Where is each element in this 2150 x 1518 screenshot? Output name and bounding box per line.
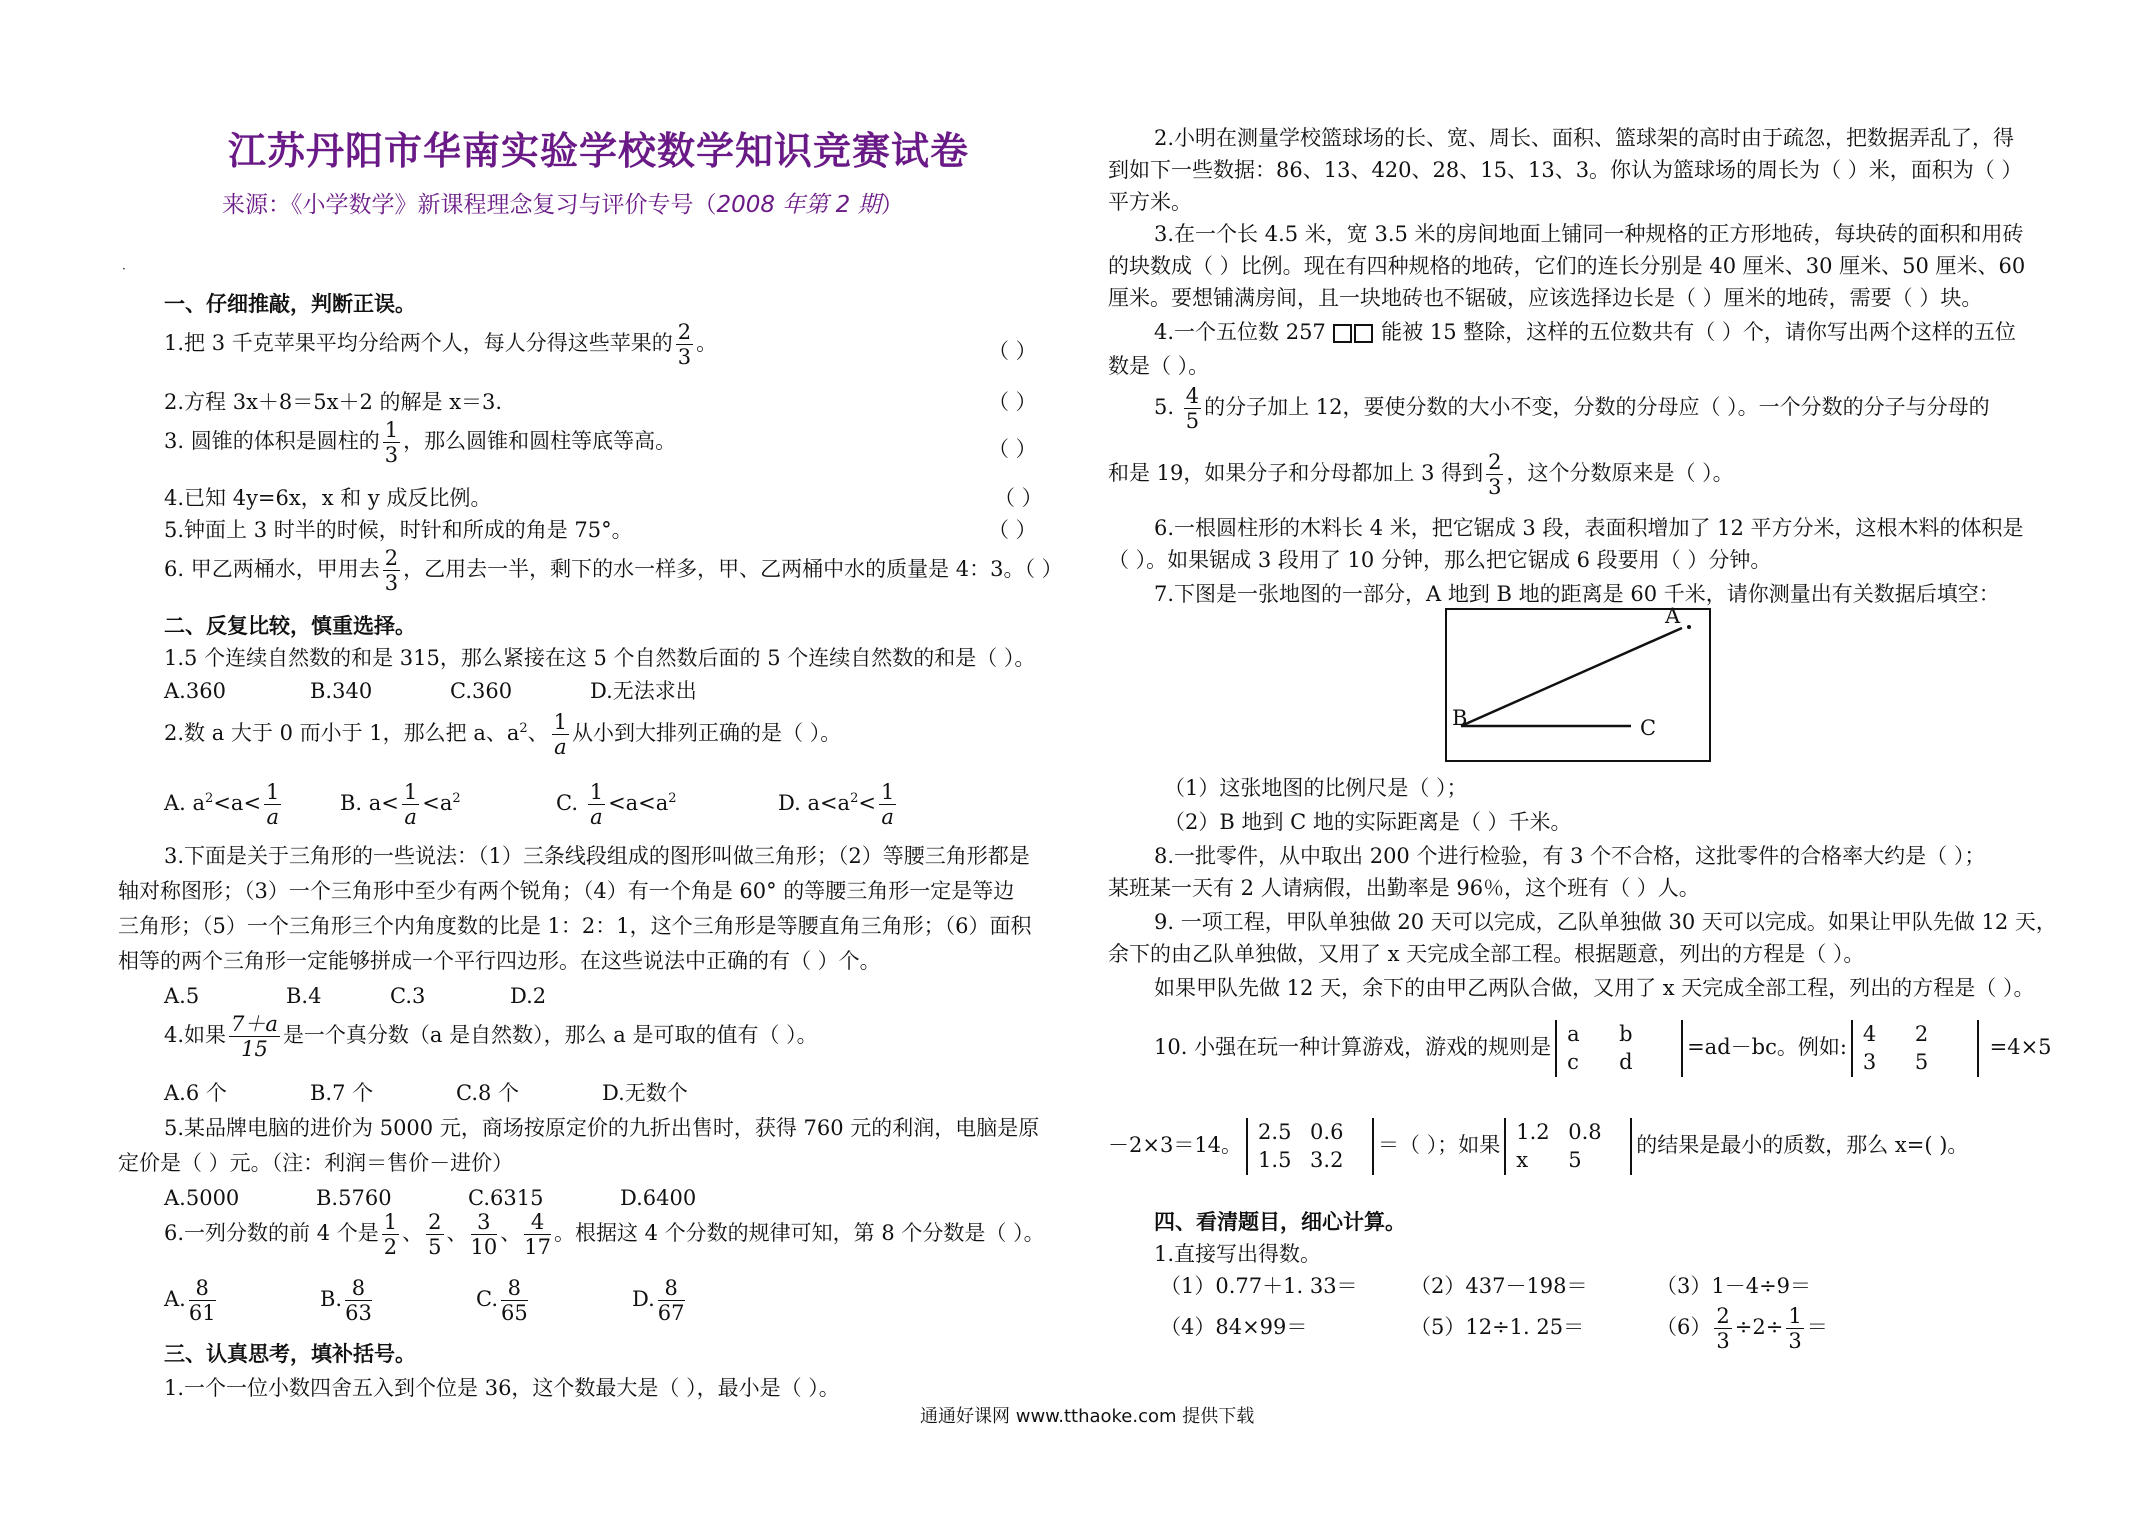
sec3-q1: 1.一个一位小数四舍五入到个位是 36，这个数最大是（ ），最小是（ ）。 — [164, 1376, 840, 1400]
sec1-q6-text: 6. 甲乙两桶水，甲用去 — [164, 557, 380, 582]
numerator: 1 — [384, 418, 399, 442]
sec3-q5-mid: 的分子加上 12，要使分数的大小不变，分数的分母应（ ）。一个分数的分子与分母的 — [1204, 395, 1990, 420]
fraction: $\frac{1}{a}$ — [553, 710, 568, 760]
numerator: 2 — [1488, 450, 1502, 474]
option[interactable]: A.360 — [164, 679, 226, 703]
sec3-q10 — [1154, 1020, 2052, 1077]
fraction: $\frac{2}{5}$ — [428, 1210, 442, 1260]
option[interactable]: A.5 — [164, 984, 200, 1008]
sec3-q9-line3: 如果甲队先做 12 天，余下的由甲乙两队合做，又用了 x 天完成全部工程，列出的方程是（ ）。 — [1154, 976, 2035, 1000]
sec2-q3-line2: 轴对称图形；（3）一个三角形中至少有两个锐角；（4）有一个角是 60° 的等腰三角形一定是等边 — [118, 879, 1015, 903]
sec3-q2-line1: 2.小明在测量学校篮球场的长、宽、周长、面积、篮球架的高时由于疏忽，把数据弄乱了，得 — [1154, 126, 2015, 150]
point-a-label: A — [1665, 604, 1681, 628]
fraction — [229, 1012, 280, 1061]
sec2-q6-options — [164, 1276, 688, 1325]
determinant: 1.2 0.8 x 5 — [1504, 1118, 1632, 1175]
sec2-q6: 6.一列分数的前 4 个是 $\frac{1}{2}$ 、 $\frac{2}{5}$ 、 $\frac{3}{10}$ 、 $\frac{4}{17}$ 。根据这 4 个分数的规律可知，第 8 个分数是（ ）。 — [164, 1210, 1045, 1260]
option[interactable]: A.6 个 — [164, 1081, 227, 1105]
point-c-label: C — [1640, 716, 1657, 740]
sec3-q6-line2: （ ）。如果锯成 3 段用了 10 分钟，那么把它锯成 6 段要用（ ）分钟。 — [1108, 548, 1772, 572]
denominator: 5 — [1185, 409, 1200, 434]
sec2-q4-options — [164, 1077, 688, 1110]
blank-digit-box[interactable] — [1333, 324, 1352, 343]
option-d[interactable]: D. $a<a^2<$ $\frac{1}{a}$ — [778, 780, 895, 830]
exam-title: 江苏丹阳市华南实验学校数学知识竞赛试卷 — [228, 128, 970, 173]
sec3-q9-line2: 余下的由乙队单独做，又用了 x 天完成全部工程。根据题意，列出的方程是（ ）。 — [1108, 942, 1865, 966]
sec3-q6-line1: 6.一根圆柱形的木料长 4 米，把它锯成 3 段，表面积增加了 12 平方分米，这根木料的体积是 — [1154, 516, 2024, 540]
option[interactable]: B.7 个 — [310, 1081, 374, 1105]
sec3-q5-end: ，这个分数原来是（ ）。 — [1506, 461, 1734, 486]
calc-item: （2）437－198＝ — [1410, 1274, 1588, 1298]
sec1-q4: 4.已知 4y=6x，x 和 y 成反比例。 — [164, 486, 492, 510]
fraction: $\frac{1}{2}$ — [383, 1210, 398, 1260]
option-b[interactable]: B. a< $\frac{1}{a}$ $<a^2$ — [340, 780, 461, 830]
fraction — [383, 418, 400, 467]
denominator: 15 — [241, 1037, 268, 1062]
sec2-q2-options — [164, 780, 899, 829]
sec3-q10-example: =4×5 — [1989, 1034, 2052, 1059]
source-suffix: ） — [880, 192, 904, 218]
denominator: 3 — [1488, 475, 1502, 500]
sec3-q10-text: 10. 小强在玩一种计算游戏，游戏的规则是 — [1154, 1034, 1552, 1059]
option[interactable]: C.6315 — [468, 1186, 544, 1210]
option-a[interactable]: A. $a^2<a<$ $\frac{1}{a}$ — [164, 780, 280, 830]
sec3-q3-line3: 厘米。要想铺满房间，且一块地砖也不锯破，应该选择边长是（ ）厘米的地砖，需要（ ）块。 — [1108, 286, 1983, 310]
option-d[interactable]: D. $\frac{8}{67}$ — [632, 1276, 685, 1326]
sec2-q4-text: 4.如果 — [164, 1023, 227, 1048]
sec1-q5: 5.钟面上 3 时半的时候，时针和所成的角是 75°。 — [164, 518, 633, 542]
sec2-q4 — [164, 1012, 818, 1061]
sec4-row1 — [1160, 1270, 1811, 1303]
sec1-q3-text: 3. 圆锥的体积是圆柱的 — [164, 429, 380, 454]
sec3-q5-text2: 和是 19，如果分子和分母都加上 3 得到 — [1108, 461, 1484, 486]
sec3-q4-line2: 数是（ ）。 — [1108, 354, 1210, 378]
point-b-label: B — [1452, 706, 1468, 730]
sec3-q10-blank: ＝（ ）；如果 — [1378, 1132, 1501, 1157]
sec2-q6-end: 。根据这 4 个分数的规律可知，第 8 个分数是（ ）。 — [553, 1221, 1045, 1246]
sec1-q2: 2.方程 3x＋8＝5x＋2 的解是 x＝3. — [164, 390, 503, 414]
sec2-q2-text: 2.数 a 大于 0 而小于 1，那么把 a、a — [164, 721, 520, 746]
calc-item: （4）84×99＝ — [1160, 1315, 1308, 1340]
answer-paren[interactable]: （ ） — [988, 437, 1037, 461]
option[interactable]: D.6400 — [620, 1186, 697, 1210]
sec3-q4-text: 4.一个五位数 257 — [1154, 320, 1326, 344]
sec3-q4-end: 能被 15 整除，这样的五位数共有（ ）个，请你写出两个这样的五位 — [1381, 320, 2016, 344]
sec2-q4-end: 是一个真分数（a 是自然数），那么 a 是可取的值有（ ）。 — [282, 1023, 818, 1048]
sec3-q10-line2 — [1108, 1118, 1968, 1175]
stray-dot: · — [122, 262, 126, 276]
determinant: a b c d — [1555, 1020, 1683, 1077]
sec3-q2-line3: 平方米。 — [1108, 190, 1192, 214]
sec3-q8-line1: 8.一批零件，从中取出 200 个进行检验，有 3 个不合格，这批零件的合格率大约是（ ）； — [1154, 844, 1986, 868]
sec1-q1 — [164, 320, 717, 369]
sec2-q3-options — [164, 980, 546, 1013]
option[interactable]: B.4 — [286, 984, 322, 1008]
sec1-q1-end: 。 — [696, 331, 718, 356]
option[interactable]: D.无法求出 — [590, 679, 697, 703]
sec2-q1-options — [164, 675, 697, 708]
numerator: 7＋a — [231, 1012, 278, 1036]
sec2-q2-sep: 、 — [527, 721, 549, 746]
numerator: 4 — [1185, 384, 1200, 408]
page-footer: 通通好课网 www.tthaoke.com 提供下载 — [920, 1406, 1255, 1427]
source-issue: 2008 年第 2 期 — [716, 192, 881, 218]
option[interactable]: C.3 — [390, 984, 426, 1008]
denominator: 3 — [384, 443, 399, 468]
option-b[interactable]: B. $\frac{8}{63}$ — [320, 1276, 372, 1326]
option-c[interactable]: C. $\frac{8}{65}$ — [476, 1276, 528, 1326]
calc-item: （6） $\frac{2}{3}$ ÷2÷ $\frac{1}{3}$ ＝ — [1656, 1304, 1828, 1354]
sec4-q1: 1.直接写出得数。 — [1154, 1242, 1322, 1266]
sec3-q5-line2 — [1108, 450, 1734, 499]
option-c[interactable]: C. $\frac{1}{a}$ $<a<a^2$ — [556, 780, 677, 830]
sec1-q3-end: ，那么圆锥和圆柱等底等高。 — [403, 429, 677, 454]
sec3-q3-line2: 的块数成（ ）比例。现在有四种规格的地砖，它们的连长分别是 40 厘米、30 厘米、50 厘米、60 — [1108, 254, 2026, 278]
option[interactable]: D.无数个 — [602, 1081, 688, 1105]
sec1-q6-end: ，乙用去一半，剩下的水一样多，甲、乙两桶中水的质量是 4：3。（ ） — [403, 557, 1063, 582]
fraction: $\frac{4}{17}$ — [524, 1210, 551, 1260]
sec2-q6-text: 6.一列分数的前 4 个是 — [164, 1221, 379, 1246]
calc-item: （5）12÷1. 25＝ — [1410, 1315, 1585, 1340]
sec3-q7-part1: （1）这张地图的比例尺是（ ）； — [1164, 776, 1468, 800]
denominator: 3 — [384, 571, 399, 596]
calc-item: （3）1－4÷9＝ — [1656, 1274, 1812, 1298]
map-lines — [1447, 610, 1709, 760]
sec3-q9-line1: 9. 一项工程，甲队单独做 20 天可以完成，乙队单独做 30 天可以完成。如果让甲队先做 12 天， — [1154, 910, 2057, 934]
sec2-q1: 1.5 个连续自然数的和是 315，那么紧接在这 5 个自然数后面的 5 个连续自然数的和是（ ）。 — [164, 646, 1036, 670]
sec1-q6 — [164, 546, 1063, 595]
sec2-q5-line2: 定价是（ ）元。（注：利润＝售价－进价） — [118, 1151, 514, 1175]
numerator: 2 — [384, 546, 399, 570]
option[interactable]: D.2 — [510, 984, 547, 1008]
map-figure — [1445, 604, 1711, 762]
fraction — [676, 320, 693, 369]
option[interactable]: B.5760 — [316, 1186, 392, 1210]
fraction — [383, 546, 400, 595]
sec3-q2-line2: 到如下一些数据：86、13、420、28、15、13、3。你认为篮球场的周长为（ ）米，面积为（ ） — [1108, 158, 2023, 182]
sec3-q10-end: 的结果是最小的质数，那么 x=( )。 — [1636, 1132, 1969, 1157]
option[interactable]: B.340 — [310, 679, 373, 703]
calc-item: （1）0.77＋1. 33＝ — [1160, 1274, 1358, 1298]
section1-heading: 一、仔细推敲，判断正误。 — [164, 292, 416, 316]
sec3-q5-text: 5. — [1154, 395, 1175, 420]
fraction: $\frac{3}{10}$ — [470, 1210, 498, 1260]
option[interactable]: C.8 个 — [456, 1081, 520, 1105]
sec3-q7-part2: （2）B 地到 C 地的实际距离是（ ）千米。 — [1164, 810, 1572, 834]
sec3-q7: 7.下图是一张地图的一部分，A 地到 B 地的距离是 60 千米，请你测量出有关数据后填空： — [1154, 582, 2000, 606]
sec1-q3 — [164, 418, 676, 467]
sec3-q5 — [1154, 384, 1990, 433]
sec2-q2-end: 从小到大排列正确的是（ ）。 — [572, 721, 842, 746]
source-line — [222, 186, 904, 219]
answer-paren[interactable]: （ ） — [994, 486, 1043, 510]
fraction — [1184, 384, 1201, 433]
section4-heading: 四、看清题目，细心计算。 — [1154, 1210, 1406, 1234]
sec2-q3-line1: 3.下面是关于三角形的一些说法：（1）三条线段组成的图形叫做三角形；（2）等腰三角形都是 — [164, 844, 1030, 868]
answer-paren[interactable]: （ ） — [988, 518, 1037, 542]
sec3-q10-result: －2×3＝14。 — [1108, 1132, 1243, 1157]
option[interactable]: A.5000 — [164, 1186, 240, 1210]
sec2-q2: 2.数 a 大于 0 而小于 1，那么把 a、$a^2$、 $\frac{1}{a}$ 从小到大排列正确的是（ ）。 — [164, 710, 842, 760]
answer-paren[interactable]: （ ） — [988, 339, 1037, 363]
fraction — [1486, 450, 1503, 499]
answer-paren[interactable]: （ ） — [988, 390, 1037, 414]
source-prefix: 来源：《小学数学》新课程理念复习与评价专号（ — [222, 192, 717, 218]
section3-heading: 三、认真思考，填补括号。 — [164, 1342, 416, 1366]
option-a[interactable]: A. $\frac{8}{61}$ — [164, 1276, 216, 1326]
sec2-q5-line1: 5.某品牌电脑的进价为 5000 元，商场按原定价的九折出售时，获得 760 元的利润，电脑是原 — [164, 1116, 1040, 1140]
sec2-q3-line3: 三角形；（5）一个三角形三个内角度数的比是 1：2：1，这个三角形是等腰直角三角形；（6）面积 — [118, 914, 1032, 938]
sec3-q3-line1: 3.在一个长 4.5 米，宽 3.5 米的房间地面上铺同一种规格的正方形地砖，每块砖的面积和用砖 — [1154, 222, 2024, 246]
determinant: 2.5 0.6 1.5 3.2 — [1246, 1118, 1374, 1175]
section2-heading: 二、反复比较，慎重选择。 — [164, 614, 416, 638]
sec3-q10-rule: =ad－bc。例如: — [1687, 1034, 1847, 1059]
sec1-q1-text: 1.把 3 千克苹果平均分给两个人，每人分得这些苹果的 — [164, 331, 673, 356]
determinant: 4 2 3 5 — [1851, 1020, 1979, 1077]
blank-digit-box[interactable] — [1354, 324, 1373, 343]
sec4-row2 — [1160, 1304, 1828, 1353]
option[interactable]: C.360 — [450, 679, 513, 703]
sec2-q3-line4: 相等的两个三角形一定能够拼成一个平行四边形。在这些说法中正确的有（ ）个。 — [118, 949, 881, 973]
denominator: 3 — [677, 345, 692, 370]
sec3-q8-line2: 某班某一天有 2 人请病假，出勤率是 96％，这个班有（ ）人。 — [1108, 876, 1700, 900]
sec3-q4 — [1154, 316, 2016, 349]
numerator: 2 — [677, 320, 692, 344]
